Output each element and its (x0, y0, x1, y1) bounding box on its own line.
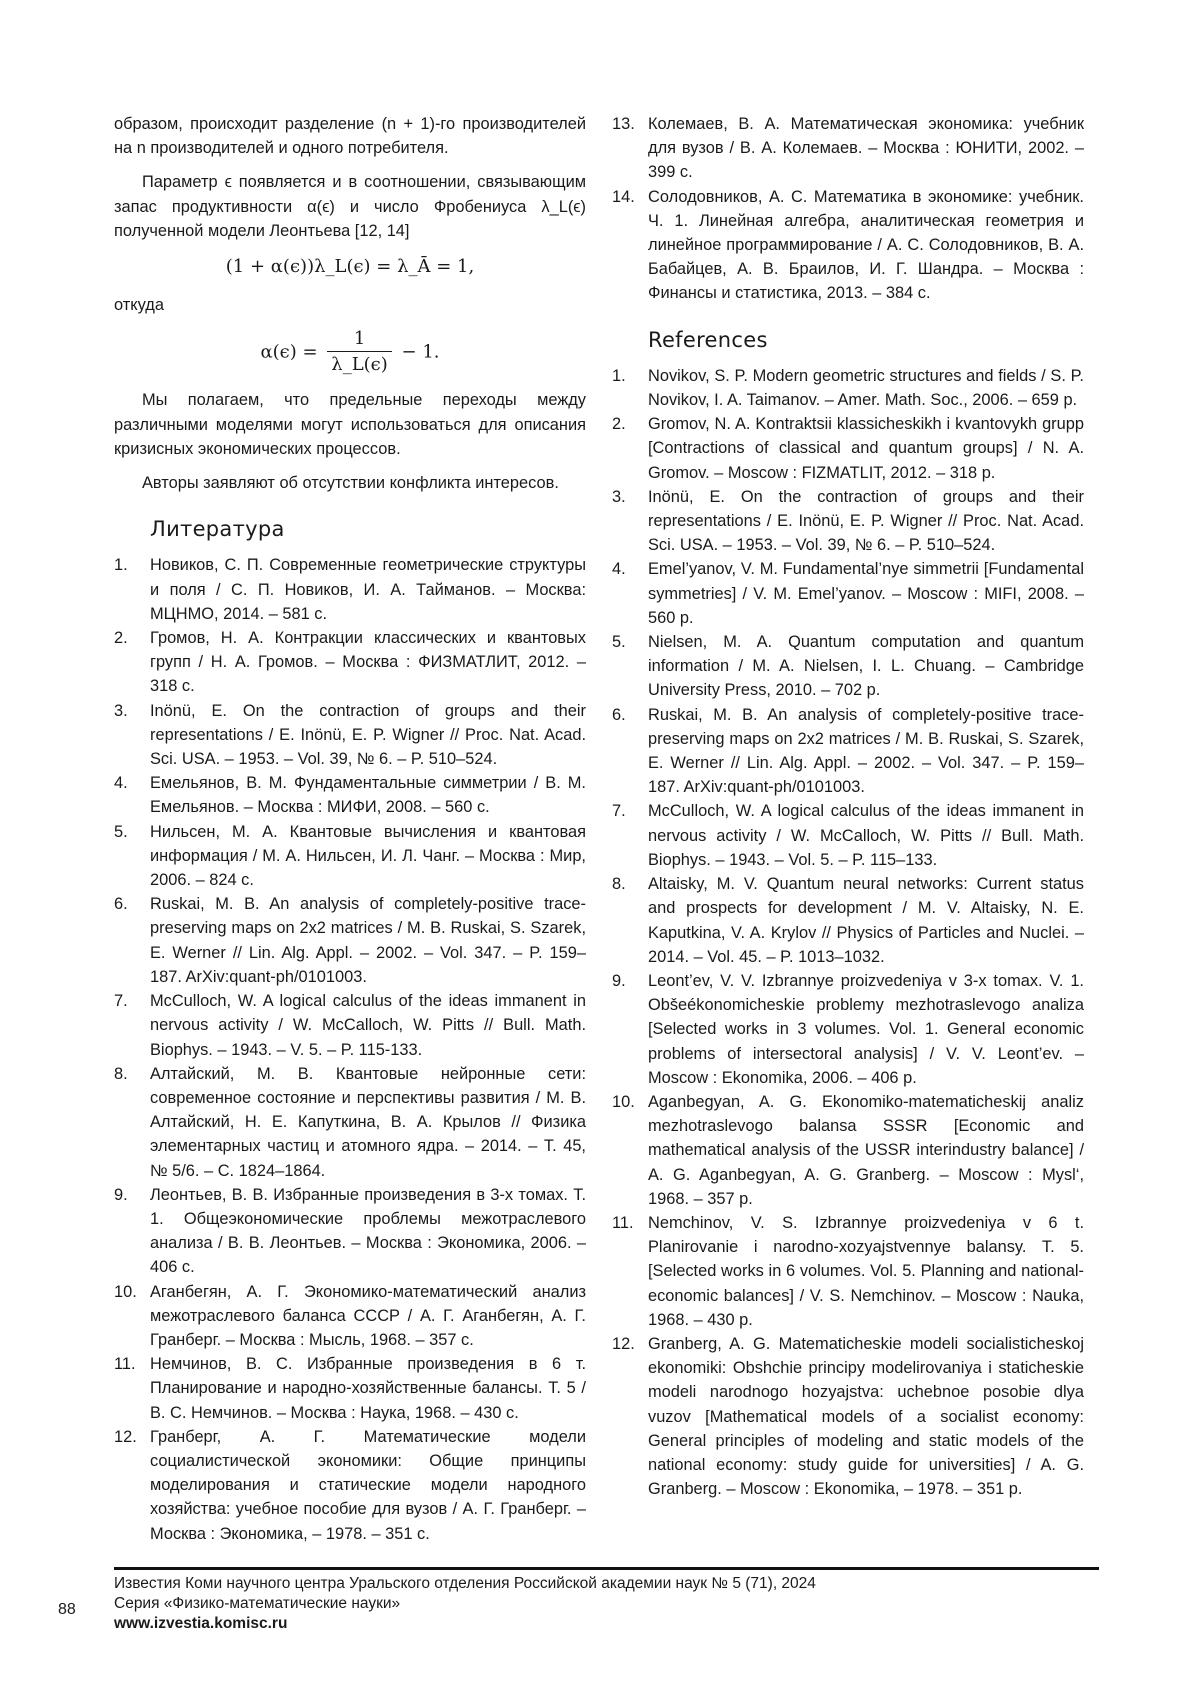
reference-number: 9. (612, 971, 626, 990)
journal-url[interactable]: www.izvestia.komisc.ru (114, 1615, 288, 1632)
reference-item (612, 364, 1084, 412)
reference-list-ru-continued (612, 112, 1084, 306)
section-heading-references: References (648, 327, 768, 352)
reference-number: 6. (612, 705, 626, 724)
reference-number: 10. (114, 1282, 137, 1301)
journal-title: Известия Коми научного центра Уральского отделения Российской академии наук № 5 (71), 2024 (114, 1575, 816, 1592)
reference-item (612, 412, 1084, 485)
reference-number: 11. (612, 1213, 634, 1232)
reference-item (612, 112, 1084, 185)
reference-item (114, 892, 586, 989)
reference-item (114, 989, 586, 1062)
reference-text: Солодовников, А. С. Математика в экономике: учебник. Ч. 1. Линейная алгебра, аналитическая геометрия и линейное программирование / А. С. Солодовников, В. А. Бабайцев, А. В. Браилов, И. Г. Шандра. – Москва : Финансы и статистика, 2013. – 384 с. (648, 187, 1084, 303)
equation-lhs: α(ϵ) = (260, 341, 318, 363)
reference-item (114, 1425, 586, 1546)
reference-number: 13. (612, 115, 635, 133)
reference-item (114, 1183, 586, 1280)
reference-text: McCulloch, W. A logical calculus of the ideas immanent in nervous activity / W. McCalloch, W. Pitts // Bull. Math. Biophys. – 1943. – V. 5. – P. 115-133. (150, 992, 586, 1059)
reference-number: 8. (114, 1064, 128, 1083)
reference-number: 5. (612, 633, 626, 652)
reference-number: 7. (612, 802, 626, 821)
reference-text: Громов, Н. А. Контракции классических и квантовых групп / Н. А. Громов. – Москва : ФИЗМАТЛИТ, 2012. – 318 с. (150, 629, 586, 696)
reference-list-en (612, 364, 1084, 1502)
reference-text: Inönü, E. On the contraction of groups and their representations / E. Inönü, E. P. Wigner // Proc. Nat. Acad. Sci. USA. – 1953. – Vol. 39, № 6. – P. 510–524. (648, 487, 1084, 555)
reference-text: Novikov, S. P. Modern geometric structures and fields / S. P. Novikov, I. A. Taimanov. – Amer. Math. Soc., 2006. – 659 p. (648, 366, 1084, 410)
reference-number: 7. (114, 992, 128, 1011)
reference-number: 2. (114, 629, 128, 648)
reference-list-ru (114, 553, 586, 1545)
reference-number: 14. (612, 187, 635, 206)
reference-number: 1. (612, 366, 626, 385)
reference-item (114, 820, 586, 893)
reference-text: Gromov, N. A. Kontraktsii klassicheskikh i kvantovykh grupp [Contractions of classical and quantum groups] / N. A. Gromov. – Moscow : FIZMATLIT, 2012. – 318 p. (648, 415, 1084, 482)
reference-text: Altaisky, M. V. Quantum neural networks: Current status and prospects for development / M. V. Altaisky, N. E. Kaputkina, V. A. Krylov // Physics of Particles and Nuclei. – 2014. – Vol. 45. – P. 1013–1032. (648, 875, 1084, 966)
reference-text: McCulloch, W. A logical calculus of the ideas immanent in nervous activity / W. McCalloch, W. Pitts // Bull. Math. Biophys. – 1943. – Vol. 5. – P. 115–133. (648, 802, 1084, 869)
reference-item (114, 553, 586, 626)
journal-footer (114, 1574, 816, 1634)
reference-number: 11. (114, 1355, 136, 1374)
fraction-numerator: 1 (353, 328, 366, 350)
reference-number: 4. (612, 560, 626, 579)
journal-series: Серия «Физико-математические науки» (114, 1595, 401, 1612)
reference-number: 3. (114, 701, 128, 720)
reference-number: 1. (114, 556, 128, 575)
left-column (114, 112, 586, 1546)
fraction-denominator: λ_L(ϵ) (327, 351, 392, 378)
fraction (327, 327, 392, 378)
paragraph: Мы полагаем, что предельные переходы между различными моделями могут использоваться для описания кризисных экономических процессов. (114, 391, 586, 458)
reference-text: Nielsen, M. A. Quantum computation and quantum information / M. A. Nielsen, I. L. Chuang. – Cambridge University Press, 2010. – 702 p. (648, 633, 1084, 700)
reference-item (612, 1211, 1084, 1332)
page-number: 88 (58, 1601, 76, 1618)
reference-item (612, 1332, 1084, 1501)
reference-item (612, 969, 1084, 1090)
paragraph: Авторы заявляют об отсутствии конфликта интересов. (142, 474, 559, 493)
reference-number: 12. (612, 1334, 635, 1353)
reference-number: 4. (114, 774, 128, 793)
reference-item (114, 771, 586, 819)
reference-item (612, 185, 1084, 306)
reference-text: Емельянов, В. М. Фундаментальные симметрии / В. М. Емельянов. – Москва : МИФИ, 2008. – 560 с. (150, 774, 586, 817)
reference-text: Granberg, A. G. Matematicheskie modeli socialisticheskoj ekonomiki: Obshchie principy modelirovaniya i staticheskie modeli narodnogo hozyajstva: uchebnoe posobie dlya vuzov [Mathematical models of a socialist economy: General principles of modeling and static models of the national economy: study guide for universities] / A. G. Granberg. – Moscow : Ekonomika, – 1978. – 351 p. (648, 1334, 1084, 1499)
reference-text: Emel’yanov, V. M. Fundamental’nye simmetrii [Fundamental symmetries] / V. M. Emel’yanov. – Moscow : MIFI, 2008. – 560 p. (648, 560, 1084, 627)
section-heading-literature: Литература (150, 517, 285, 542)
reference-text: Ruskai, M. B. An analysis of completely-positive trace-preserving maps on 2x2 matrices / M. B. Ruskai, S. Szarek, E. Werner // Lin. Alg. Appl. – 2002. – Vol. 347. – P. 159–187. ArXiv:quant-ph/0101003. (648, 705, 1084, 797)
reference-item (612, 799, 1084, 872)
reference-item (612, 630, 1084, 703)
reference-item (612, 872, 1084, 969)
equation-rhs: − 1. (401, 341, 440, 363)
paragraph-whence: откуда (114, 296, 164, 315)
reference-item (114, 1062, 586, 1183)
reference-item (612, 703, 1084, 800)
reference-text: Нильсен, М. А. Квантовые вычисления и квантовая информация / М. А. Нильсен, И. Л. Чанг. – Москва : Мир, 2006. – 824 с. (150, 822, 586, 890)
reference-text: Немчинов, В. С. Избранные произведения в 6 т. Планирование и народно-хозяйственные балансы. Т. 5 / В. С. Немчинов. – Москва : Наука, 1968. – 430 с. (150, 1355, 586, 1422)
equation-frobenius: (1 + α(ϵ))λ_L(ϵ) = λ_Ā = 1, (225, 256, 475, 278)
reference-text: Гранберг, А. Г. Математические модели социалистической экономики: Общие принципы моделирования и статические модели народного хозяйства: учебное пособие для вузов / А. Г. Гранберг. – Москва : Экономика, – 1978. – 351 с. (150, 1427, 586, 1543)
reference-number: 9. (114, 1185, 128, 1204)
reference-number: 12. (114, 1427, 137, 1446)
right-column (612, 112, 1084, 1501)
reference-text: Inönü, E. On the contraction of groups and their representations / E. Inönü, E. P. Wigner // Proc. Nat. Acad. Sci. USA. – 1953. – Vol. 39, № 6. – P. 510–524. (150, 701, 586, 769)
reference-number: 10. (612, 1092, 635, 1111)
reference-text: Колемаев, В. А. Математическая экономика: учебник для вузов / В. А. Колемаев. – Москва : ЮНИТИ, 2002. – 399 с. (648, 115, 1084, 182)
reference-number: 2. (612, 415, 626, 434)
reference-item (612, 1090, 1084, 1211)
reference-text: Ruskai, M. B. An analysis of completely-positive trace-preserving maps on 2x2 matrices / M. B. Ruskai, S. Szarek, E. Werner // Lin. Alg. Appl. – 2002. – Vol. 347. – P. 159–187. ArXiv:quant-ph/0101003. (150, 895, 586, 986)
reference-number: 3. (612, 487, 626, 506)
reference-item (114, 699, 586, 772)
reference-text: Аганбегян, А. Г. Экономико-математический анализ межотраслевого баланса СССР / А. Г. Аганбегян, А. Г. Гранберг. – Москва : Мысль, 1968. – 357 с. (150, 1282, 586, 1349)
paragraph: образом, происходит разделение (n + 1)-го производителей на n производителей и одного потребителя. (114, 115, 586, 158)
reference-item (114, 1280, 586, 1353)
reference-item (612, 485, 1084, 558)
reference-text: Леонтьев, В. В. Избранные произведения в 3-х томах. Т. 1. Общеэкономические проблемы межотраслевого анализа / В. В. Леонтьев. – Москва : Экономика, 2006. – 406 с. (150, 1185, 586, 1277)
reference-text: Leont’ev, V. V. Izbrannye proizvedeniya v 3-x tomax. V. 1. Obšeékonomicheskie problemy mezhotraslevogo analiza [Selected works in 3 volumes. Vol. 1. General economic problems of intersectoral analysis] / V. V. Leont’ev. – Moscow : Ekonomika, 2006. – 406 p. (648, 971, 1084, 1087)
reference-number: 6. (114, 895, 128, 914)
paragraph: Параметр ϵ появляется и в соотношении, связывающим запас продуктивности α(ϵ) и число Фробениуса λ_L(ϵ) полученной модели Леонтьева [12, 14] (114, 173, 586, 240)
reference-item (114, 1352, 586, 1425)
reference-text: Nemchinov, V. S. Izbrannye proizvedeniya v 6 t. Planirovanie i narodno-xozyajstvennye balansy. T. 5. [Selected works in 6 volumes. Vol. 5. Planning and national-economic balances] / V. S. Nemchinov. – Moscow : Nauka, 1968. – 430 p. (648, 1213, 1084, 1329)
reference-text: Aganbegyan, A. G. Ekonomiko-matematicheskij analiz mezhotraslevogo balansa SSSR [Economic and mathematical analysis of the USSR interindustry balance] / A. G. Aganbegyan, A. G. Granberg. – Moscow : Mysl‘, 1968. – 357 p. (648, 1092, 1084, 1208)
reference-text: Новиков, С. П. Современные геометрические структуры и поля / С. П. Новиков, И. А. Тайманов. – Москва: МЦНМО, 2014. – 581 с. (150, 556, 586, 623)
reference-number: 5. (114, 822, 128, 841)
equation-alpha (114, 327, 586, 378)
reference-item (612, 557, 1084, 630)
footer-divider (114, 1567, 1099, 1570)
reference-text: Алтайский, М. В. Квантовые нейронные сети: современное состояние и перспективы развития / М. В. Алтайский, Н. Е. Капуткина, В. А. Крылов // Физика элементарных частиц и атомного ядра. – 2014. – Т. 45, № 5/6. – С. 1824–1864. (150, 1064, 586, 1180)
reference-item (114, 626, 586, 699)
reference-number: 8. (612, 875, 626, 894)
